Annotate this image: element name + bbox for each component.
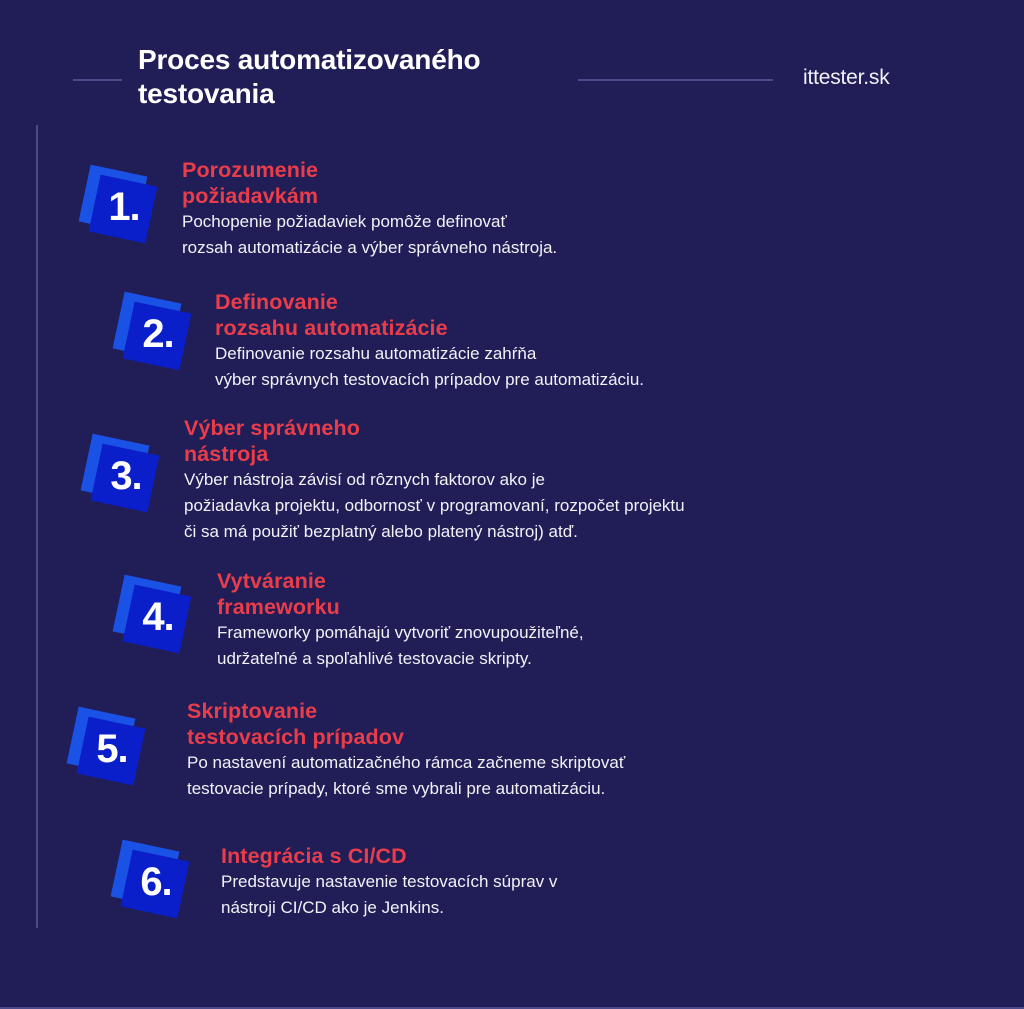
step-title bbox=[182, 157, 557, 209]
step-title-line-2: požiadavkám bbox=[182, 184, 319, 208]
header-divider-left bbox=[73, 79, 122, 81]
step-number: 2. bbox=[142, 312, 174, 356]
step-4 bbox=[217, 568, 584, 672]
step-desc-line-1: Výber nástroja závisí od rôznych faktorov ako je bbox=[184, 470, 545, 489]
step-2 bbox=[215, 289, 644, 393]
step-3 bbox=[184, 415, 685, 545]
step-badge-3 bbox=[86, 437, 158, 509]
step-desc-line-1: Pochopenie požiadaviek pomôže definovať bbox=[182, 212, 507, 231]
step-desc-line-2: rozsah automatizácie a výber správneho nástroja. bbox=[182, 238, 558, 257]
step-desc-line-2: testovacie prípady, ktoré sme vybrali pre automatizáciu. bbox=[187, 779, 606, 798]
step-desc-line-2: nástroji CI/CD ako je Jenkins. bbox=[221, 898, 444, 917]
step-title-line-1: Vytváranie bbox=[217, 569, 326, 593]
step-title-line-1: Skriptovanie bbox=[187, 699, 318, 723]
step-6 bbox=[221, 843, 557, 921]
step-badge-1 bbox=[84, 168, 156, 240]
step-number: 4. bbox=[142, 595, 174, 639]
step-desc-line-1: Frameworky pomáhajú vytvoriť znovupoužiteľné, bbox=[217, 623, 584, 642]
step-title bbox=[184, 415, 685, 467]
step-desc-line-1: Definovanie rozsahu automatizácie zahŕňa bbox=[215, 344, 537, 363]
step-desc-line-1: Po nastavení automatizačného rámca začneme skriptovať bbox=[187, 753, 626, 772]
step-title bbox=[221, 843, 557, 869]
step-description bbox=[182, 209, 557, 261]
step-desc-line-1: Predstavuje nastavenie testovacích súprav v bbox=[221, 872, 558, 891]
step-title bbox=[217, 568, 584, 620]
step-badge-5 bbox=[72, 710, 144, 782]
step-badge-6 bbox=[116, 843, 188, 915]
step-description bbox=[184, 467, 685, 545]
step-title-line-2: nástroja bbox=[184, 442, 269, 466]
header-divider-right bbox=[578, 79, 773, 81]
step-desc-line-2: výber správnych testovacích prípadov pre automatizáciu. bbox=[215, 370, 644, 389]
step-title-line-1: Výber správneho bbox=[184, 416, 360, 440]
step-title bbox=[215, 289, 644, 341]
step-title-line-2: frameworku bbox=[217, 595, 340, 619]
step-number: 5. bbox=[96, 727, 128, 771]
title-line-2: testovania bbox=[138, 78, 275, 109]
title-line-1: Proces automatizovaného bbox=[138, 44, 481, 75]
step-desc-line-2: požiadavka projektu, odbornosť v programovaní, rozpočet projektu bbox=[184, 496, 685, 515]
step-description bbox=[221, 869, 557, 921]
step-description bbox=[215, 341, 644, 393]
step-title-line-2: testovacích prípadov bbox=[187, 725, 405, 749]
step-title-line-1: Integrácia s CI/CD bbox=[221, 844, 407, 868]
step-desc-line-2: udržateľné a spoľahlivé testovacie skripty. bbox=[217, 649, 532, 668]
step-description bbox=[217, 620, 584, 672]
step-title bbox=[187, 698, 625, 750]
step-number: 3. bbox=[110, 454, 142, 498]
step-title-line-2: rozsahu automatizácie bbox=[215, 316, 448, 340]
site-name: ittester.sk bbox=[803, 66, 890, 89]
step-number: 1. bbox=[108, 185, 140, 229]
step-title-line-1: Definovanie bbox=[215, 290, 338, 314]
step-description bbox=[187, 750, 625, 802]
step-badge-2 bbox=[118, 295, 190, 367]
step-1 bbox=[182, 157, 557, 261]
step-number: 6. bbox=[140, 860, 172, 904]
step-desc-line-3: či sa má použiť bezplatný alebo platený nástroj) atď. bbox=[184, 522, 578, 541]
step-5 bbox=[187, 698, 625, 802]
page-title bbox=[138, 43, 568, 111]
step-title-line-1: Porozumenie bbox=[182, 158, 319, 182]
timeline-line bbox=[36, 125, 38, 928]
step-badge-4 bbox=[118, 578, 190, 650]
